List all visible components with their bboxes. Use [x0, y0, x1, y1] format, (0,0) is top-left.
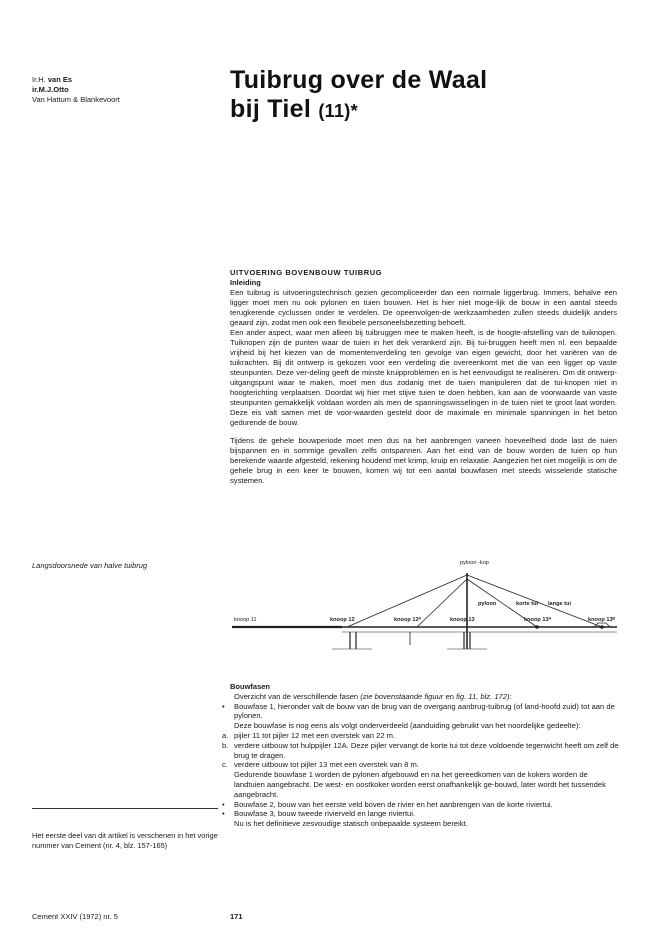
subheading-inleiding: Inleiding [230, 278, 261, 287]
author-1-prefix: Ir.H. [32, 75, 46, 84]
label-pylon: pyloon [478, 601, 497, 607]
author-2: ir.M.J.Otto [32, 85, 69, 94]
list-item-text: verdere uitbouw tot hulppijler 12A. Deze pijler vervangt de korte tui tot deze voldoende tegenwicht heeft om zelf de brug te dragen. [234, 740, 619, 760]
list-item-marker: • [222, 701, 225, 711]
list-item-marker: • [222, 799, 225, 809]
label-pylon-top: pyloon -kop [460, 560, 489, 566]
list-item-marker: b. [222, 740, 229, 750]
list-item-text: Gedurende bouwfase 1 worden de pylonen afgebouwd en na het gereedkomen van de kokers worden de landtuien aangebracht. De west- en oostkoker worden eerst onafhankelijk ge-bouwd, later wordt het tussendek aangebracht. [234, 770, 606, 799]
list-item [222, 760, 620, 770]
figure-caption: Langsdoorsnede van halve tuibrug [32, 561, 148, 570]
label-knoop-13a: knoop 13ᴬ [524, 617, 552, 623]
list-item-text: Bouwfase 1, hieronder valt de bouw van de brug van de overgang aanbrug-tuibrug (of land-hoofd zuid) tot aan de pylonen. [234, 701, 615, 721]
intro-figure-ref-2: fig. 11, blz. 172): [456, 691, 512, 701]
list-item-text: Bouwfase 2, bouw van het eerste veld boven de rivier en het aanbrengen van de korte riviertui. [234, 799, 553, 809]
list-item [222, 701, 620, 722]
label-knoop-13b: knoop 13ᴮ [588, 617, 616, 623]
intro-figure-ref: (zie bovenstaande figuur [360, 691, 444, 701]
list-item [222, 730, 620, 741]
bouwfasen-intro [230, 692, 620, 702]
intro-connector: en [443, 691, 457, 701]
label-knoop-11: knoop 11 [234, 617, 257, 623]
anchor-13a [536, 626, 539, 629]
title-line-1: Tuibrug over de Waal [230, 66, 488, 94]
bridge-section-figure [232, 553, 622, 663]
label-knoop-12: knoop 12 [330, 617, 355, 623]
list-item [222, 809, 620, 819]
page-number: 171 [230, 912, 243, 921]
title-line-2: bij Tiel [230, 95, 312, 123]
list-item [230, 819, 620, 829]
list-item-marker: c. [222, 760, 228, 770]
label-short-stay: korte tui [516, 601, 539, 607]
sidebar-divider [32, 808, 218, 809]
list-item-text: Bouwfase 3, bouw tweede rivierveld en lange riviertui. [234, 809, 416, 819]
list-item-text: Deze bouwfase is nog eens als volgt onderverdeeld (aanduiding gebruikt van het noordelijke gedeelte): [234, 721, 581, 731]
bouwfasen-list [222, 701, 620, 829]
intro-text: Overzicht van de verschillende fasen [234, 691, 361, 701]
label-long-stay: lange tui [548, 601, 571, 607]
side-note: Het eerste deel van dit artikel is verschenen in het vorige nummer van Cement (nr. 4, blz. 157-165) [32, 831, 218, 850]
author-block [32, 75, 120, 105]
journal-footer: Cement XXIV (1972) nr. 5 [32, 912, 118, 921]
author-1-name: van Es [47, 75, 73, 84]
list-item [230, 721, 620, 731]
bouwfasen-section [222, 682, 620, 829]
label-knoop-13: knoop 13 [450, 617, 475, 623]
list-item [222, 740, 620, 761]
intro-body [230, 278, 617, 486]
author-affiliation: Van Hattum & Blankevoort [32, 95, 120, 104]
list-item-marker: • [222, 809, 225, 819]
list-item-text: pijler 11 tot pijler 12 met een overstek van 22 m. [234, 730, 396, 740]
list-item [222, 799, 620, 810]
label-knoop-12a: knoop 12ᴬ [394, 617, 422, 623]
paragraph-3: Tijdens de gehele bouwperiode moet men dus na het aanbrengen vaneen hoeveelheid dode last de tuien bijspannen en in sommige gevallen zelfs ontspannen. Aan het eind van de bouw worden de tuien op hun berekende waarde afgesteld, rekening houdend met krimp, kruip en relaxatie. Aangezien het niet mogelijk is om de gehele brug in een keer te bouwen, komen wij tot een aantal bouwfasen met steeds wisselende statische systemen. [230, 436, 617, 485]
list-item-marker: a. [222, 730, 229, 740]
anchor-13b [601, 626, 604, 629]
list-item [230, 770, 620, 799]
paragraph-2: Een ander aspect, waar men alleen bij tuibruggen mee te maken heeft, is de hoogte-afstelling van de tuiknopen. Tuiknopen zijn de punten waar de tuien in het dek verankerd zijn. Bij tui-bruggen heeft men nl. een bepaalde vrijheid bij het kiezen van de momentenverdeling ten gevolge van eigen gewicht, door het variëren van de tuikrachten. Bij dit ontwerp is gekozen voor een verdeling die overeenkomt met die van een ligger op vaste steunpunten. Deze ver-deling geeft de minste kruipproblemen en is het eenvoudigst te realiseren. Om dit ontwerp-uitgangspunt waar te maken, moet men dus zodanig met de tuien manipuleren dat de tui-knopen niet in hoogterichting verplaatsen. Doordat wij hier met stijve tuien te doen hebben, kan aan de voorwaarde van vaste steunpunten gemakkelijk voldaan worden als men de spanningswisselingen in de tuien niet te groot laat worden. Deze eis valt samen met de voor-waarden gesteld door de maximale en minimale spanningen in het beton gedurende de bouw. [230, 328, 617, 427]
article-title [230, 66, 487, 126]
bouwfasen-heading: Bouwfasen [230, 682, 271, 691]
list-item-text: Nu is het definitieve zesvoudige statisch onbepaalde systeem bereikt. [234, 819, 468, 829]
list-item-text: verdere uitbouw tot pijler 13 met een overstek van 8 m. [234, 760, 419, 770]
title-part-number: (11)* [318, 101, 358, 121]
paragraph-1: Een tuibrug is uitvoeringstechnisch gezien gecompliceerder dan een normale liggerbrug. Immers, behalve een ligger moet men nu ook pylonen en tuien bouwen. Het is hier niet moge-lijk de bouw in een aantal steeds terugkerende cyclussen onder te verdelen. De opeenvolgen-de werkzaamheden zullen steeds duidelijk anders geaard zijn, zodat men ook een flexibele personeelsbezetting behoeft. [230, 288, 617, 327]
section-heading: UITVOERING BOVENBOUW TUIBRUG [230, 268, 383, 277]
